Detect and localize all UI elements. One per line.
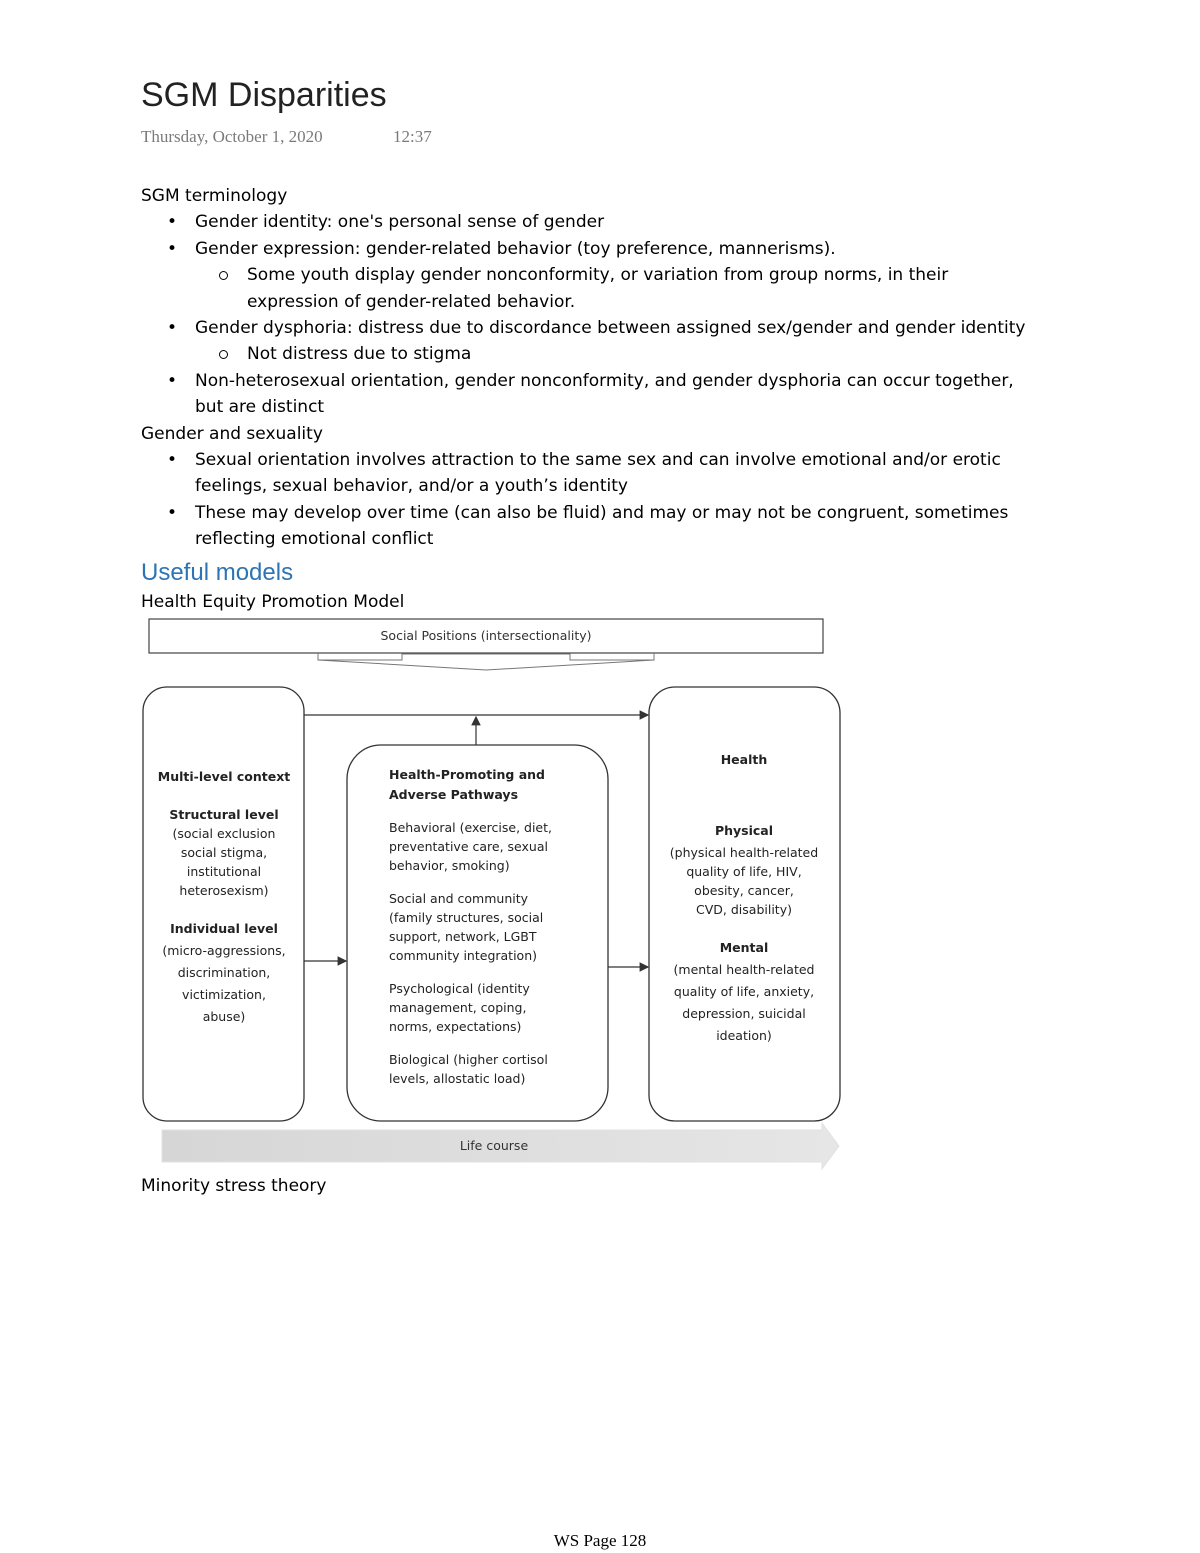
- individual-line: abuse): [202, 1009, 246, 1024]
- heading-useful-models: Useful models: [141, 558, 294, 586]
- mental-line: depression, suicidal: [682, 1006, 806, 1021]
- left-box-multi-level: [143, 687, 304, 1121]
- individual-line: victimization,: [182, 987, 266, 1002]
- terminology-list: [141, 209, 1101, 420]
- model-title-health-equity: Health Equity Promotion Model: [141, 591, 405, 612]
- right-title: Health: [720, 752, 768, 767]
- biological-line: Biological (higher cortisol: [389, 1052, 548, 1067]
- individual-title: Individual level: [170, 921, 278, 936]
- mental-line: ideation): [716, 1028, 772, 1043]
- downward-arrow-head: [318, 660, 654, 670]
- item-line: feelings, sexual behavior, and/or a youth’s identity: [195, 476, 628, 497]
- sub-item-line: Some youth display gender nonconformity, or variation from group norms, in their: [247, 265, 949, 286]
- physical-title: Physical: [714, 823, 774, 838]
- list-item: [141, 447, 1101, 500]
- social-line: community integration): [389, 948, 538, 963]
- physical-line: quality of life, HIV,: [686, 864, 802, 879]
- life-course-label: Life course: [459, 1138, 529, 1153]
- item-line: Non-heterosexual orientation, gender nonconformity, and gender dysphoria can occur together,: [195, 370, 1014, 391]
- behavioral-line: Behavioral (exercise, diet,: [389, 820, 552, 835]
- list-item: • Gender identity: one's personal sense of gender: [141, 209, 1101, 235]
- social-line: support, network, LGBT: [389, 929, 537, 944]
- left-title: Multi-level context: [157, 769, 291, 784]
- gender-sexuality-list: [141, 447, 1101, 553]
- page-footer: WS Page 128: [553, 1531, 647, 1550]
- item-line: These may develop over time (can also be fluid) and may or may not be congruent, sometimes: [195, 502, 1009, 523]
- item-line: Sexual orientation involves attraction to the same sex and can involve emotional and/or erotic: [195, 450, 1001, 471]
- item-line: reflecting emotional conflict: [195, 529, 434, 550]
- health-equity-diagram: [140, 616, 845, 1181]
- sub-list-item: [141, 262, 1101, 315]
- individual-line: (micro-aggressions,: [162, 943, 286, 958]
- psychological-line: Psychological (identity: [389, 981, 530, 996]
- structural-line: heterosexism): [179, 883, 269, 898]
- psychological-line: norms, expectations): [389, 1019, 522, 1034]
- behavioral-line: behavior, smoking): [389, 858, 510, 873]
- page-title: SGM Disparities: [141, 76, 387, 114]
- item-line: but are distinct: [195, 397, 325, 418]
- page-time: 12:37: [393, 127, 432, 146]
- individual-line: discrimination,: [177, 965, 271, 980]
- sub-item-line: expression of gender-related behavior.: [247, 291, 576, 312]
- mental-title: Mental: [719, 940, 769, 955]
- middle-title: Health-Promoting and: [389, 767, 545, 782]
- structural-title: Structural level: [169, 807, 279, 822]
- social-line: Social and community: [389, 891, 529, 906]
- social-positions-label: Social Positions (intersectionality): [380, 628, 592, 643]
- list-item: [141, 368, 1101, 421]
- list-item: [141, 500, 1101, 553]
- psychological-line: management, coping,: [389, 1000, 527, 1015]
- mental-line: (mental health-related: [673, 962, 815, 977]
- structural-line: (social exclusion: [172, 826, 276, 841]
- downward-arrow-icon: [318, 653, 654, 660]
- middle-title: Adverse Pathways: [389, 787, 519, 802]
- section-title-terminology: SGM terminology: [141, 186, 288, 206]
- mental-line: quality of life, anxiety,: [673, 984, 815, 999]
- notes-body: [141, 183, 1101, 616]
- list-item: • Gender dysphoria: distress due to discordance between assigned sex/gender and gender identity: [141, 315, 1101, 341]
- list-item: • Gender expression: gender-related behavior (toy preference, mannerisms).: [141, 236, 1101, 262]
- sub-list-item: Not distress due to stigma: [141, 341, 1101, 367]
- model-title-minority-stress: Minority stress theory: [141, 1176, 327, 1196]
- structural-line: institutional: [186, 864, 262, 879]
- physical-line: obesity, cancer,: [694, 883, 794, 898]
- biological-line: levels, allostatic load): [389, 1071, 526, 1086]
- structural-line: social stigma,: [180, 845, 268, 860]
- page-meta: [141, 127, 432, 147]
- physical-line: CVD, disability): [696, 902, 792, 917]
- physical-line: (physical health-related: [669, 845, 819, 860]
- section-title-gender-sexuality: Gender and sexuality: [141, 423, 323, 444]
- page-date: Thursday, October 1, 2020: [141, 127, 323, 146]
- social-line: (family structures, social: [389, 910, 544, 925]
- behavioral-line: preventative care, sexual: [389, 839, 548, 854]
